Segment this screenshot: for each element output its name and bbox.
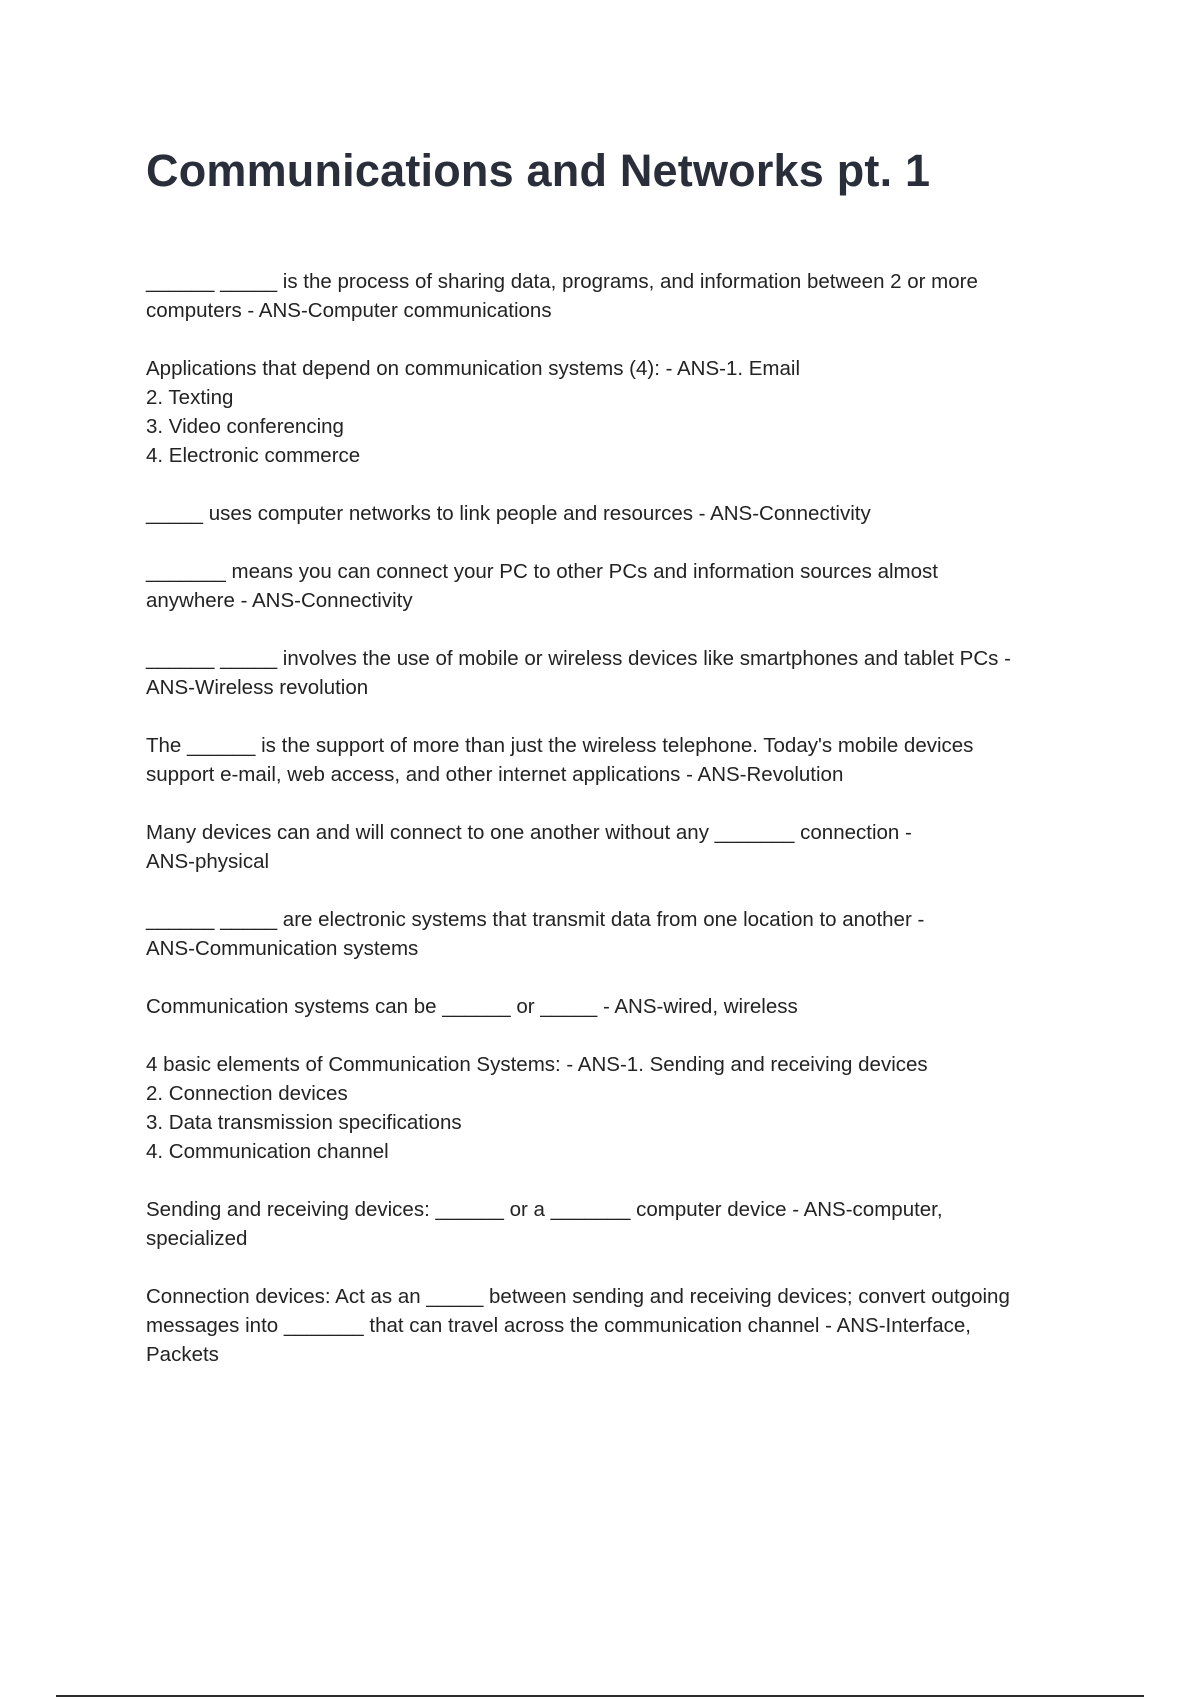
qa-line: _______ means you can connect your PC to other PCs and information sources almost — [146, 560, 938, 583]
qa-entry — [146, 557, 1096, 615]
qa-line: The ______ is the support of more than just the wireless telephone. Today's mobile devices — [146, 734, 974, 757]
qa-entry — [146, 1050, 1096, 1166]
qa-entry — [146, 354, 1096, 470]
qa-line: ANS-physical — [146, 850, 270, 873]
qa-line: 2. Texting — [146, 386, 234, 409]
qa-line: 4 basic elements of Communication Systems: - ANS-1. Sending and receiving devices — [146, 1053, 928, 1076]
qa-line: ______ _____ is the process of sharing data, programs, and information between 2 or more — [146, 270, 978, 293]
qa-entry — [146, 1282, 1096, 1369]
qa-entry — [146, 818, 1096, 876]
qa-line: 2. Connection devices — [146, 1082, 348, 1105]
qa-entry — [146, 644, 1096, 702]
qa-entry — [146, 731, 1096, 789]
qa-line: messages into _______ that can travel across the communication channel - ANS-Interface, — [146, 1314, 972, 1337]
qa-line: ______ _____ involves the use of mobile or wireless devices like smartphones and tablet PCs - — [146, 647, 1011, 670]
qa-line: Sending and receiving devices: ______ or a _______ computer device - ANS-computer, — [146, 1198, 943, 1221]
qa-line: computers - ANS-Computer communications — [146, 299, 552, 322]
qa-line: Connection devices: Act as an _____ between sending and receiving devices; convert outgoing — [146, 1285, 1010, 1308]
qa-line: 3. Data transmission specifications — [146, 1111, 462, 1134]
question-answer-list — [146, 267, 1096, 1398]
qa-line: Many devices can and will connect to one another without any _______ connection - — [146, 821, 912, 844]
qa-line: Communication systems can be ______ or _____ - ANS-wired, wireless — [146, 995, 798, 1018]
qa-entry — [146, 499, 1096, 528]
qa-line: ANS-Wireless revolution — [146, 676, 369, 699]
qa-line: 4. Communication channel — [146, 1140, 389, 1163]
qa-line: anywhere - ANS-Connectivity — [146, 589, 413, 612]
qa-line: _____ uses computer networks to link people and resources - ANS-Connectivity — [146, 502, 871, 525]
qa-line: Packets — [146, 1343, 219, 1366]
qa-line: ANS-Communication systems — [146, 937, 419, 960]
qa-entry — [146, 992, 1096, 1021]
qa-line: support e-mail, web access, and other internet applications - ANS-Revolution — [146, 763, 844, 786]
qa-entry — [146, 1195, 1096, 1253]
qa-line: 4. Electronic commerce — [146, 444, 361, 467]
footer-divider — [56, 1695, 1144, 1697]
qa-line: 3. Video conferencing — [146, 415, 344, 438]
qa-line: specialized — [146, 1227, 248, 1250]
qa-line: Applications that depend on communication systems (4): - ANS-1. Email — [146, 357, 801, 380]
qa-entry — [146, 267, 1096, 325]
qa-entry — [146, 905, 1096, 963]
page-title: Communications and Networks pt. 1 — [146, 145, 931, 196]
qa-line: ______ _____ are electronic systems that transmit data from one location to another - — [146, 908, 925, 931]
